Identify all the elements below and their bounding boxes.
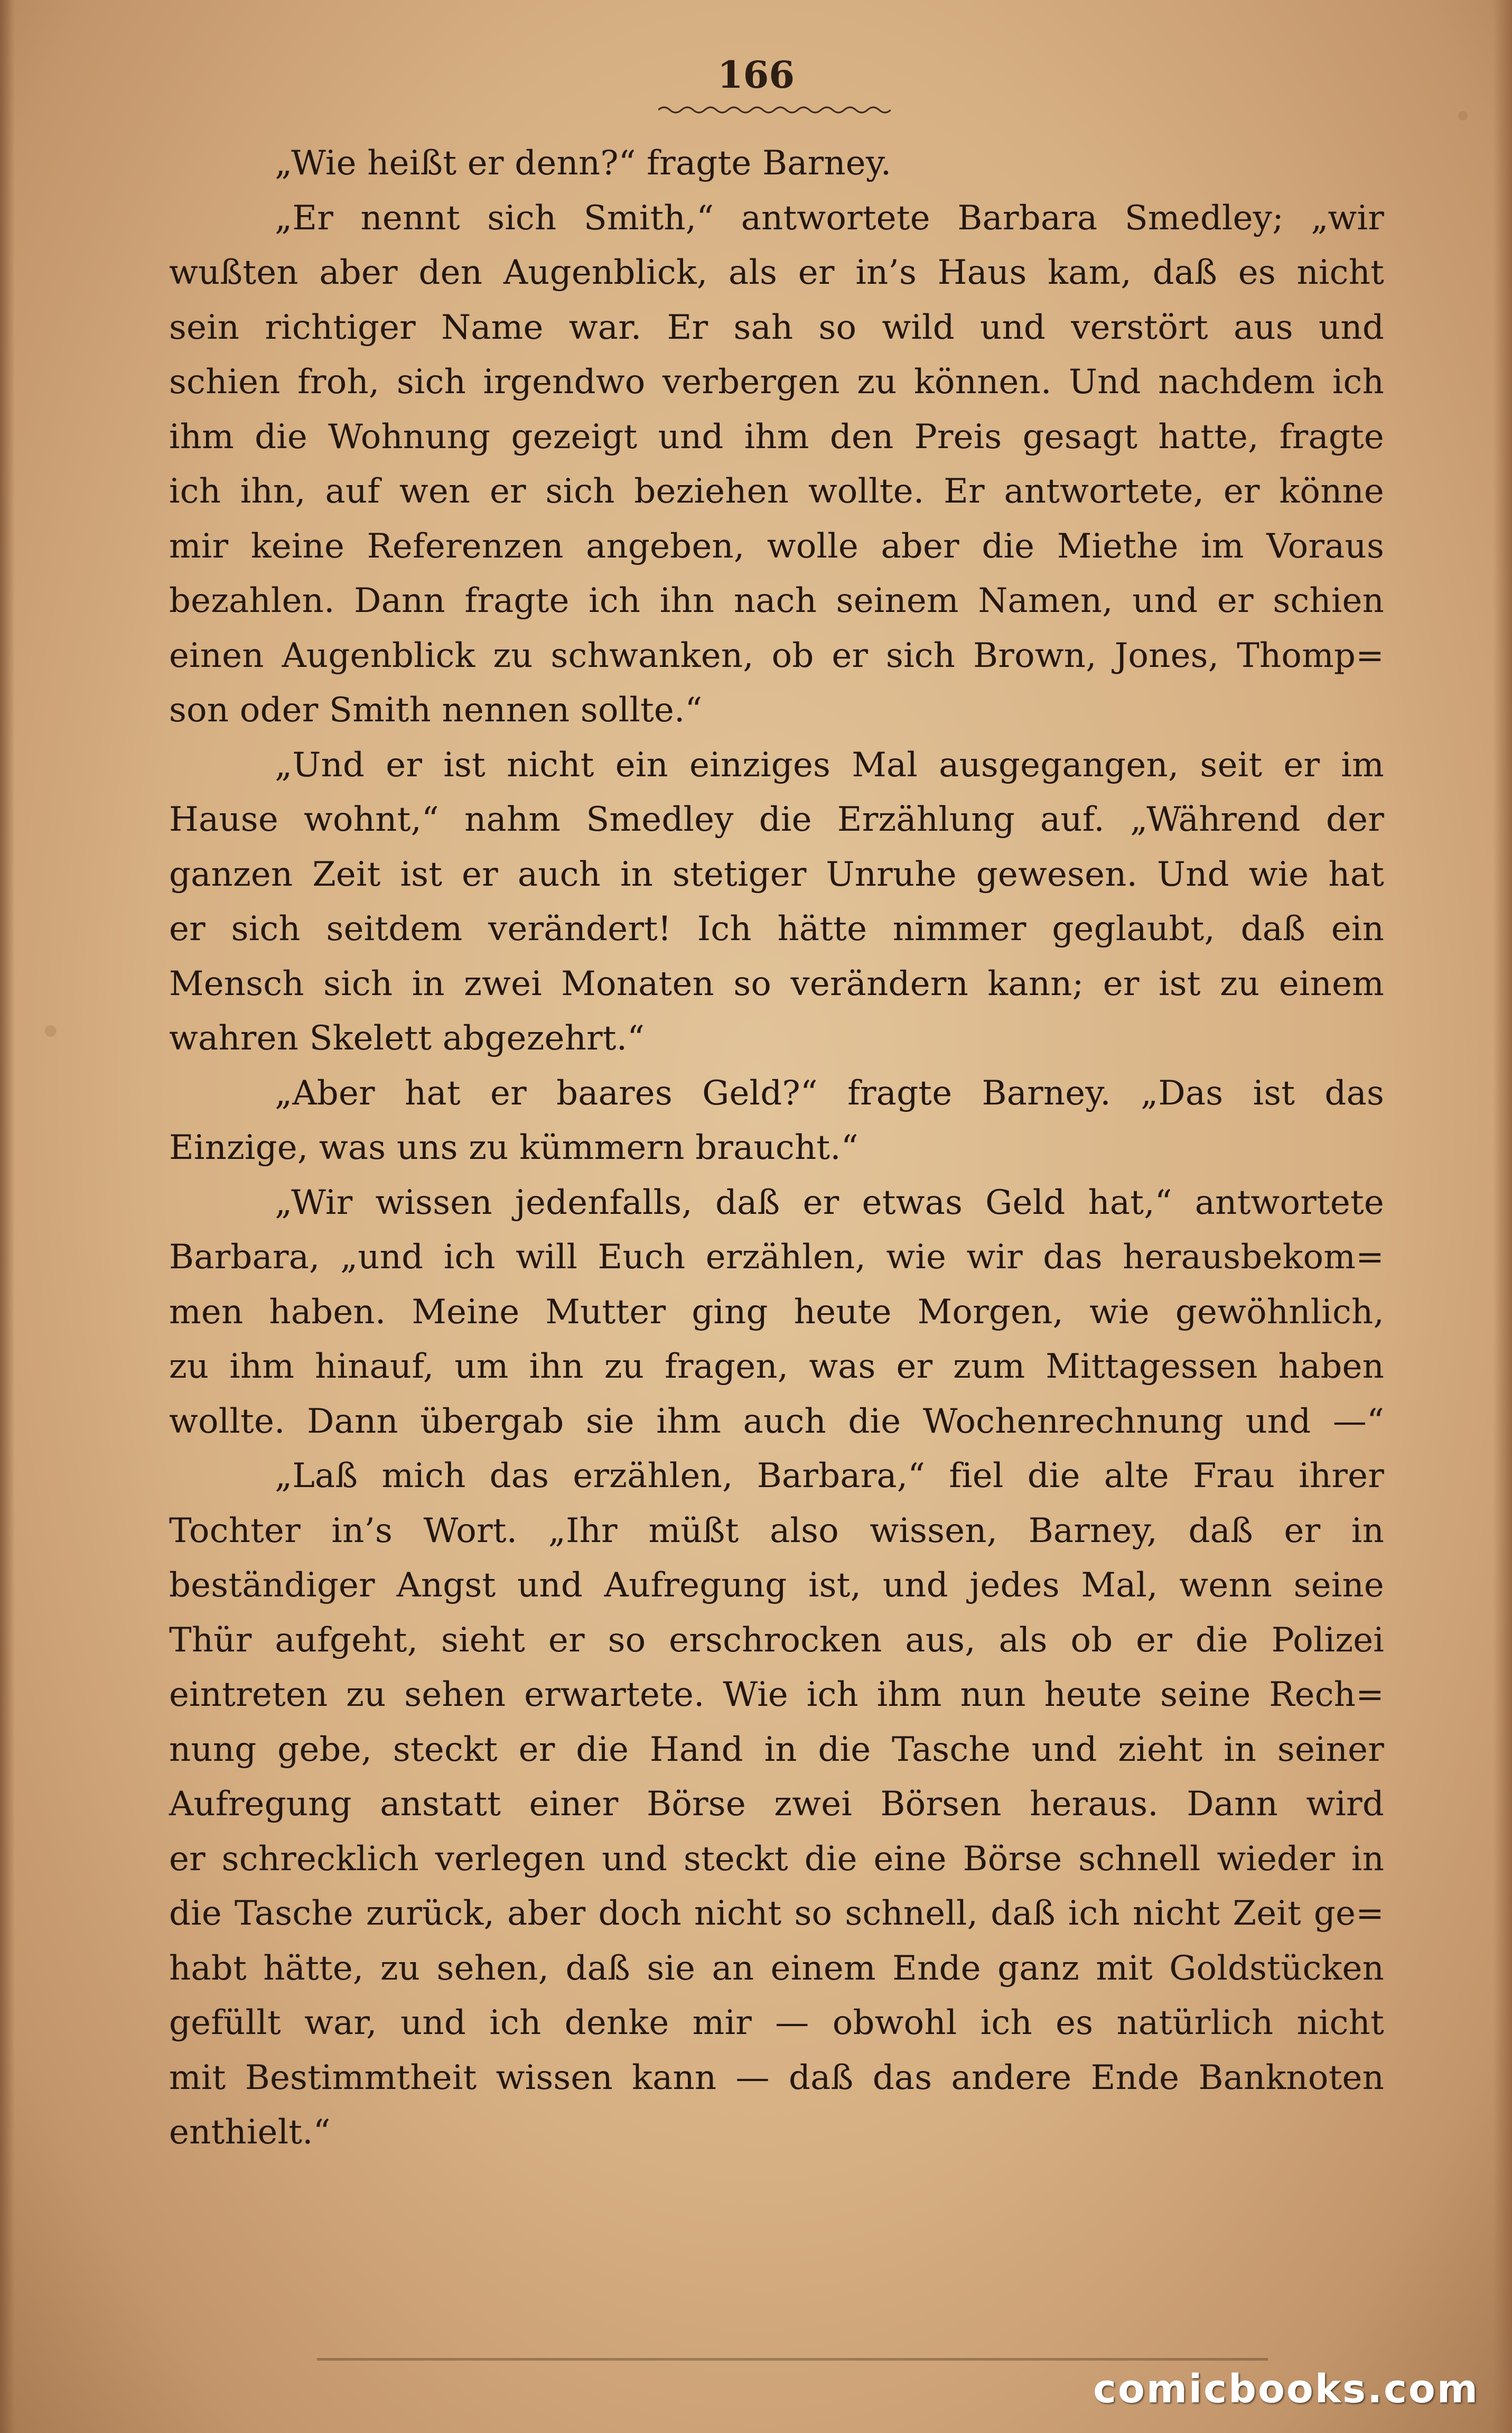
text-line: schien froh, sich irgendwo verbergen zu können. Und nachdem ich	[169, 363, 1384, 402]
text-line: enthielt.“	[169, 2113, 331, 2152]
text-line: nung gebe, steckt er die Hand in die Tasche und zieht in seiner	[169, 1730, 1384, 1769]
text-line: Tochter in’s Wort. „Ihr müßt also wissen, Barney, daß er in	[169, 1511, 1384, 1550]
text-line: men haben. Meine Mutter ging heute Morgen, wie gewöhnlich,	[169, 1292, 1384, 1332]
text-line: er sich seitdem verändert! Ich hätte nimmer geglaubt, daß ein	[169, 909, 1384, 949]
text-line: er schrecklich verlegen und steckt die eine Börse schnell wieder in	[169, 1839, 1384, 1879]
text-line: gefüllt war, und ich denke mir — obwohl ich es natürlich nicht	[169, 2003, 1384, 2042]
text-line: mit Bestimmtheit wissen kann — daß das andere Ende Banknoten	[169, 2058, 1384, 2097]
text-line: Mensch sich in zwei Monaten so verändern kann; er ist zu einem	[169, 964, 1384, 1004]
text-line: „Laß mich das erzählen, Barbara,“ fiel die alte Frau ihrer	[275, 1456, 1384, 1496]
text-line: eintreten zu sehen erwartete. Wie ich ihm nun heute seine Rech=	[169, 1675, 1384, 1714]
text-line: die Tasche zurück, aber doch nicht so schnell, daß ich nicht Zeit ge=	[169, 1894, 1384, 1933]
text-line: son oder Smith nennen sollte.“	[169, 691, 703, 730]
page-edge-left	[0, 0, 15, 2433]
text-line: Thür aufgeht, sieht er so erschrocken aus, als ob er die Polizei	[169, 1620, 1384, 1660]
text-line: habt hätte, zu sehen, daß sie an einem Ende ganz mit Goldstücken	[169, 1948, 1384, 1988]
paper-stain	[1458, 111, 1468, 120]
text-line: „Wir wissen jedenfalls, daß er etwas Geld hat,“ antwortete	[275, 1183, 1384, 1222]
text-line: einen Augenblick zu schwanken, ob er sich Brown, Jones, Thomp=	[169, 636, 1384, 675]
paper-stain	[45, 1025, 57, 1037]
text-line: bezahlen. Dann fragte ich ihn nach seinem Namen, und er schien	[169, 581, 1384, 620]
text-line: „Und er ist nicht ein einziges Mal ausgegangen, seit er im	[275, 745, 1384, 785]
text-line: wußten aber den Augenblick, als er in’s Haus kam, daß es nicht	[169, 253, 1384, 292]
text-line: „Aber hat er baares Geld?“ fragte Barney. „Das ist das	[275, 1073, 1384, 1113]
text-line: Barbara, „und ich will Euch erzählen, wie wir das herausbekom=	[169, 1238, 1384, 1277]
text-line: zu ihm hinauf, um ihn zu fragen, was er zum Mittagessen haben	[169, 1347, 1384, 1386]
text-line: Aufregung anstatt einer Börse zwei Börsen heraus. Dann wird	[169, 1785, 1384, 1824]
text-line: Hause wohnt,“ nahm Smedley die Erzählung auf. „Während der	[169, 800, 1384, 839]
text-line: wahren Skelett abgezehrt.“	[169, 1019, 645, 1058]
page-edge-right	[1493, 0, 1512, 2433]
text-line: sein richtiger Name war. Er sah so wild und verstört aus und	[169, 308, 1384, 347]
text-line: beständiger Angst und Aufregung ist, und jedes Mal, wenn seine	[169, 1566, 1384, 1605]
watermark: comicbooks.com	[1093, 2366, 1479, 2412]
text-line: ganzen Zeit ist er auch in stetiger Unruhe gewesen. Und wie hat	[169, 855, 1384, 894]
scan-smudge-line	[317, 2358, 1268, 2361]
text-line: „Wie heißt er denn?“ fragte Barney.	[275, 144, 892, 183]
page-number: 166	[717, 53, 795, 97]
body-text	[169, 136, 1384, 2160]
text-line: Einzige, was uns zu kümmern braucht.“	[169, 1128, 858, 1167]
text-line: „Er nennt sich Smith,“ antwortete Barbara Smedley; „wir	[275, 198, 1384, 238]
decorative-wavy-rule	[658, 104, 891, 116]
text-line: mir keine Referenzen angeben, wolle aber die Miethe im Voraus	[169, 526, 1384, 566]
text-line: ihm die Wohnung gezeigt und ihm den Preis gesagt hatte, fragte	[169, 417, 1384, 457]
text-line: wollte. Dann übergab sie ihm auch die Wochenrechnung und —“	[169, 1401, 1384, 1441]
text-line: ich ihn, auf wen er sich beziehen wollte. Er antwortete, er könne	[169, 472, 1384, 511]
